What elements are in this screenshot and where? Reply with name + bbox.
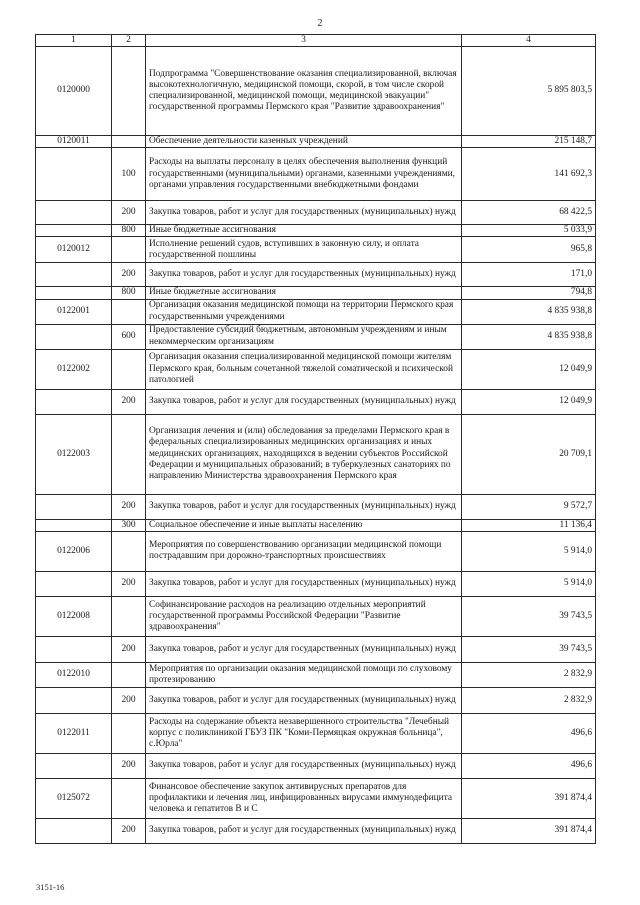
row-amount: 496,6	[462, 713, 596, 753]
table-row	[36, 225, 596, 237]
table-row	[36, 136, 596, 148]
table-row	[36, 494, 596, 519]
row-description: Закупка товаров, работ и услуг для государственных (муниципальных) нужд	[146, 201, 462, 225]
row-expense-type: 800	[112, 287, 146, 299]
row-description: Расходы на содержание объекта незавершенного строительства "Лечебный корпус с поликлиникой ГБУЗ ПК "Коми-Пермяцкая окружная больница", с.Юрла"	[146, 713, 462, 753]
page-number: 2	[317, 18, 323, 29]
table-row	[36, 47, 596, 136]
row-expense-type	[112, 596, 146, 636]
table-row	[36, 263, 596, 287]
header-cell-3: 3	[146, 35, 462, 47]
budget-table	[35, 34, 596, 844]
row-description: Подпрограмма "Совершенствование оказания специализированной, включая высокотехнологичную, медицинской помощи, скорой, в том числе скорой специализированной, медицинской помощи, медицинской эвакуации" государственной программы Пермского края "Развитие здравоохранения"	[146, 47, 462, 136]
row-code	[36, 148, 112, 201]
row-code: 0122002	[36, 349, 112, 389]
row-expense-type	[112, 713, 146, 753]
row-description: Мероприятия по организации оказания медицинской помощи по слуховому протезированию	[146, 662, 462, 687]
row-code	[36, 519, 112, 531]
table-row	[36, 662, 596, 687]
row-description: Закупка товаров, работ и услуг для государственных (муниципальных) нужд	[146, 818, 462, 843]
row-description: Закупка товаров, работ и услуг для государственных (муниципальных) нужд	[146, 263, 462, 287]
row-code: 0122006	[36, 531, 112, 571]
row-expense-type: 200	[112, 753, 146, 778]
row-code	[36, 687, 112, 713]
row-code	[36, 818, 112, 843]
row-code: 0122003	[36, 414, 112, 494]
row-amount: 5 914,0	[462, 571, 596, 596]
row-description: Закупка товаров, работ и услуг для государственных (муниципальных) нужд	[146, 753, 462, 778]
row-amount: 12 049,9	[462, 349, 596, 389]
row-expense-type: 200	[112, 494, 146, 519]
row-amount: 391 874,4	[462, 778, 596, 818]
row-code	[36, 287, 112, 299]
table-row	[36, 778, 596, 818]
table-row	[36, 324, 596, 349]
row-description: Закупка товаров, работ и услуг для государственных (муниципальных) нужд	[146, 494, 462, 519]
table-row	[36, 753, 596, 778]
row-code: 0120012	[36, 237, 112, 263]
row-amount: 171,0	[462, 263, 596, 287]
row-amount: 141 692,3	[462, 148, 596, 201]
row-amount: 391 874,4	[462, 818, 596, 843]
row-code	[36, 201, 112, 225]
row-description: Предоставление субсидий бюджетным, автономным учреждениям и иным некоммерческим организациям	[146, 324, 462, 349]
table-row	[36, 531, 596, 571]
row-code: 0125072	[36, 778, 112, 818]
row-amount: 5 033,9	[462, 225, 596, 237]
row-description: Софинансирование расходов на реализацию отдельных мероприятий государственной программы Российской Федерации "Развитие здравоохранения"	[146, 596, 462, 636]
table-row	[36, 287, 596, 299]
row-description: Исполнение решений судов, вступивших в законную силу, и оплата государственной пошлины	[146, 237, 462, 263]
row-code: 0122011	[36, 713, 112, 753]
header-cell-2: 2	[112, 35, 146, 47]
table-row	[36, 349, 596, 389]
row-code: 0122008	[36, 596, 112, 636]
row-expense-type: 200	[112, 687, 146, 713]
row-code	[36, 225, 112, 237]
budget-table-body	[36, 35, 596, 844]
row-expense-type: 200	[112, 571, 146, 596]
row-amount: 5 914,0	[462, 531, 596, 571]
row-expense-type: 200	[112, 636, 146, 662]
row-description: Организация оказания медицинской помощи на территории Пермского края государственными учреждениями	[146, 299, 462, 324]
row-amount: 4 835 938,8	[462, 299, 596, 324]
row-expense-type: 200	[112, 818, 146, 843]
row-amount: 794,8	[462, 287, 596, 299]
header-cell-4: 4	[462, 35, 596, 47]
row-description: Закупка товаров, работ и услуг для государственных (муниципальных) нужд	[146, 636, 462, 662]
row-expense-type	[112, 299, 146, 324]
row-expense-type: 300	[112, 519, 146, 531]
row-description: Социальное обеспечение и иные выплаты населению	[146, 519, 462, 531]
table-row	[36, 148, 596, 201]
row-code	[36, 753, 112, 778]
table-row	[36, 414, 596, 494]
row-expense-type: 100	[112, 148, 146, 201]
row-description: Финансовое обеспечение закупок антивирусных препаратов для профилактики и лечения лиц, инфицированных вирусами иммунодефицита человека и гепатитов В и С	[146, 778, 462, 818]
row-description: Закупка товаров, работ и услуг для государственных (муниципальных) нужд	[146, 389, 462, 414]
row-code	[36, 571, 112, 596]
row-expense-type	[112, 47, 146, 136]
row-amount: 965,8	[462, 237, 596, 263]
row-code: 0120000	[36, 47, 112, 136]
row-expense-type: 200	[112, 201, 146, 225]
row-amount: 2 832,9	[462, 687, 596, 713]
document-code: 3151-16	[36, 882, 65, 892]
row-description: Организация лечения и (или) обследования за пределами Пермского края в федеральных специализированных медицинских организациях и иных медицинских организациях, находящихся в ведении субъектов Российской Федерации и муниципальных образований; в туберкулезных санаториях по направлению Министерства здравоохранения Пермского края	[146, 414, 462, 494]
row-code	[36, 636, 112, 662]
table-row	[36, 201, 596, 225]
table-row	[36, 818, 596, 843]
row-amount: 68 422,5	[462, 201, 596, 225]
row-description: Закупка товаров, работ и услуг для государственных (муниципальных) нужд	[146, 571, 462, 596]
row-amount: 20 709,1	[462, 414, 596, 494]
row-description: Мероприятия по совершенствованию организации медицинской помощи пострадавшим при дорожно-транспортных происшествиях	[146, 531, 462, 571]
row-description: Иные бюджетные ассигнования	[146, 287, 462, 299]
row-code	[36, 263, 112, 287]
row-description: Расходы на выплаты персоналу в целях обеспечения выполнения функций государственными (муниципальными) органами, казенными учреждениями, органами управления государственными внебюджетными фондами	[146, 148, 462, 201]
row-description: Иные бюджетные ассигнования	[146, 225, 462, 237]
table-row	[36, 389, 596, 414]
row-expense-type	[112, 531, 146, 571]
table-row	[36, 636, 596, 662]
row-amount: 11 136,4	[462, 519, 596, 531]
header-cell-1: 1	[36, 35, 112, 47]
row-amount: 215 148,7	[462, 136, 596, 148]
row-code	[36, 494, 112, 519]
table-row	[36, 299, 596, 324]
row-amount: 4 835 938,8	[462, 324, 596, 349]
row-description: Организация оказания специализированной медицинской помощи жителям Пермского края, больным сочетанной тяжелой соматической и психической патологией	[146, 349, 462, 389]
row-amount: 12 049,9	[462, 389, 596, 414]
row-amount: 39 743,5	[462, 636, 596, 662]
table-row	[36, 596, 596, 636]
row-amount: 5 895 803,5	[462, 47, 596, 136]
row-description: Обеспечение деятельности казенных учреждений	[146, 136, 462, 148]
row-expense-type	[112, 414, 146, 494]
row-code	[36, 389, 112, 414]
table-row	[36, 571, 596, 596]
table-row	[36, 519, 596, 531]
header-row	[36, 35, 596, 47]
table-row	[36, 713, 596, 753]
row-expense-type: 600	[112, 324, 146, 349]
row-amount: 39 743,5	[462, 596, 596, 636]
row-expense-type	[112, 237, 146, 263]
table-row	[36, 237, 596, 263]
row-code: 0120011	[36, 136, 112, 148]
row-amount: 9 572,7	[462, 494, 596, 519]
row-expense-type	[112, 778, 146, 818]
row-code: 0122001	[36, 299, 112, 324]
row-code: 0122010	[36, 662, 112, 687]
row-expense-type	[112, 349, 146, 389]
row-code	[36, 324, 112, 349]
table-row	[36, 687, 596, 713]
row-amount: 2 832,9	[462, 662, 596, 687]
row-expense-type: 800	[112, 225, 146, 237]
row-expense-type	[112, 662, 146, 687]
row-expense-type: 200	[112, 389, 146, 414]
row-description: Закупка товаров, работ и услуг для государственных (муниципальных) нужд	[146, 687, 462, 713]
row-amount: 496,6	[462, 753, 596, 778]
row-expense-type	[112, 136, 146, 148]
row-expense-type: 200	[112, 263, 146, 287]
